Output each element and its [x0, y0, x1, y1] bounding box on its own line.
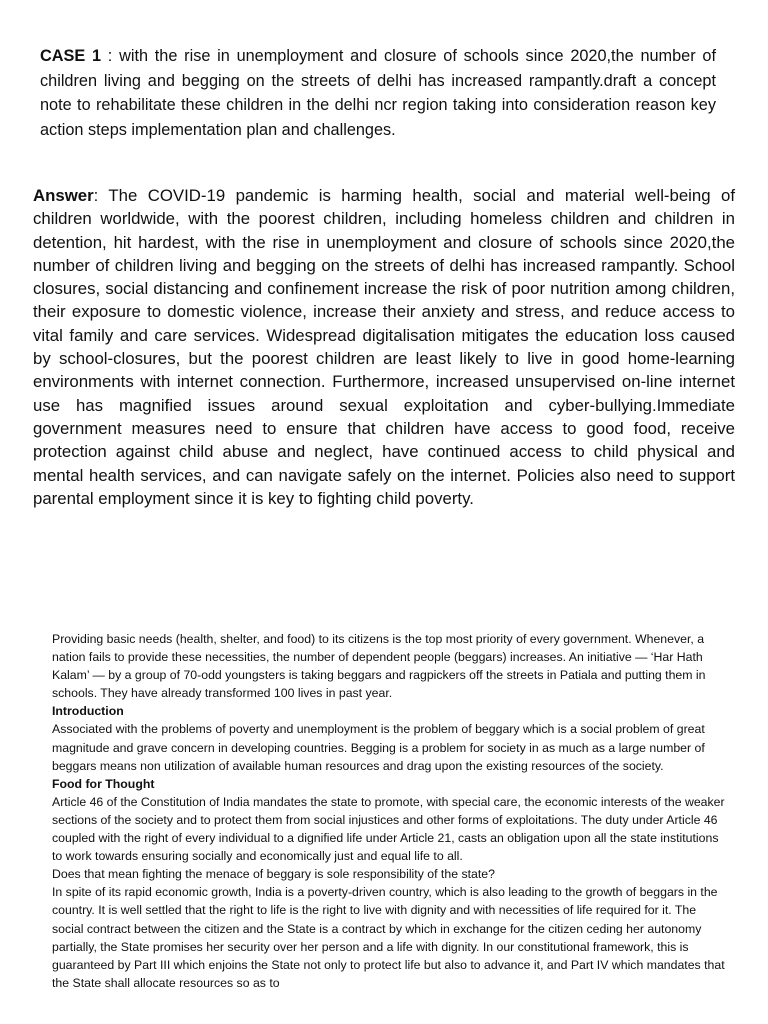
case-text: with the rise in unemployment and closure of schools since 2020,the number of children living and begging on the streets of delhi has increased rampantly.draft a concept note to rehabilitate these children in the delhi ncr region taking into consideration reason key action steps implementation plan and challenges.	[40, 47, 716, 139]
answer-separator: :	[93, 186, 109, 205]
question-line: Does that mean fighting the menace of beggary is sole responsibility of the state?	[52, 867, 495, 882]
food-for-thought-heading: Food for Thought	[52, 776, 155, 791]
intro-paragraph: Providing basic needs (health, shelter, and food) to its citizens is the top most priority of every government. Whenever, a nation fails to provide these necessities, the number of dependent people (beggars) increases. An initiative — ‘Har Hath Kalam’ — by a group of 70-odd youngsters is taking beggars and ragpickers off the streets in Patiala and putting them in schools. They have already transformed 100 lives in past year.	[52, 632, 706, 701]
answer-label: Answer	[33, 186, 94, 205]
answer-text: The COVID-19 pandemic is harming health, social and material well-being of children worldwide, with the poorest children, including homeless children and children in detention, hit hardest, with the rise in unemployment and closure of schools since 2020,the number of children living and begging on the streets of delhi has increased rampantly. School closures, social distancing and confinement increase the risk of poor nutrition among children, their exposure to domestic violence, increase their anxiety and stress, and reduce access to vital family and care services. Widespread digitalisation mitigates the education loss caused by school-closures, but the poorest children are least likely to live in good home-learning environments with internet connection. Furthermore, increased unsupervised on-line internet use has magnified issues around sexual exploitation and cyber-bullying.Immediate government measures need to ensure that children have access to good food, receive protection against child abuse and neglect, have continued access to child physical and mental health services, and can navigate safely on the internet. Policies also need to support parental employment since it is key to fighting child poverty.	[33, 186, 735, 508]
food-for-thought-text: Article 46 of the Constitution of India mandates the state to promote, with special care, the economic interests of the weaker sections of the society and to protect them from social injustices and other forms of exploitations. The duty under Article 46 coupled with the right of every individual to a dignified life under Article 21, casts an obligation upon all the state institutions to work towards ensuring socially and economically just and equal life to all.	[52, 794, 725, 864]
case-separator: :	[101, 47, 120, 65]
notes-section	[52, 630, 728, 992]
final-paragraph: In spite of its rapid economic growth, India is a poverty-driven country, which is also leading to the growth of beggars in the country. It is well settled that the right to life is the right to live with dignity and with necessities of life required for it. The social contract between the citizen and the State is a contract by which in exchange for the citizen ceding her autonomy partially, the State promises her security over her person and a life with dignity. In our constitutional framework, this is guaranteed by Part III which enjoins the State not only to protect life but also to advance it, and Part IV which mandates that the State shall allocate resources so as to	[52, 885, 725, 990]
answer-section	[33, 184, 735, 510]
case-statement	[40, 44, 716, 142]
case-label: CASE 1	[40, 47, 102, 65]
introduction-heading: Introduction	[52, 704, 124, 719]
introduction-text: Associated with the problems of poverty and unemployment is the problem of beggary which is a social problem of great magnitude and grave concern in developing countries. Begging is a problem for society in as much as a large number of beggars means non utilization of available human resources and drag upon the existing resources of the society.	[52, 722, 705, 773]
